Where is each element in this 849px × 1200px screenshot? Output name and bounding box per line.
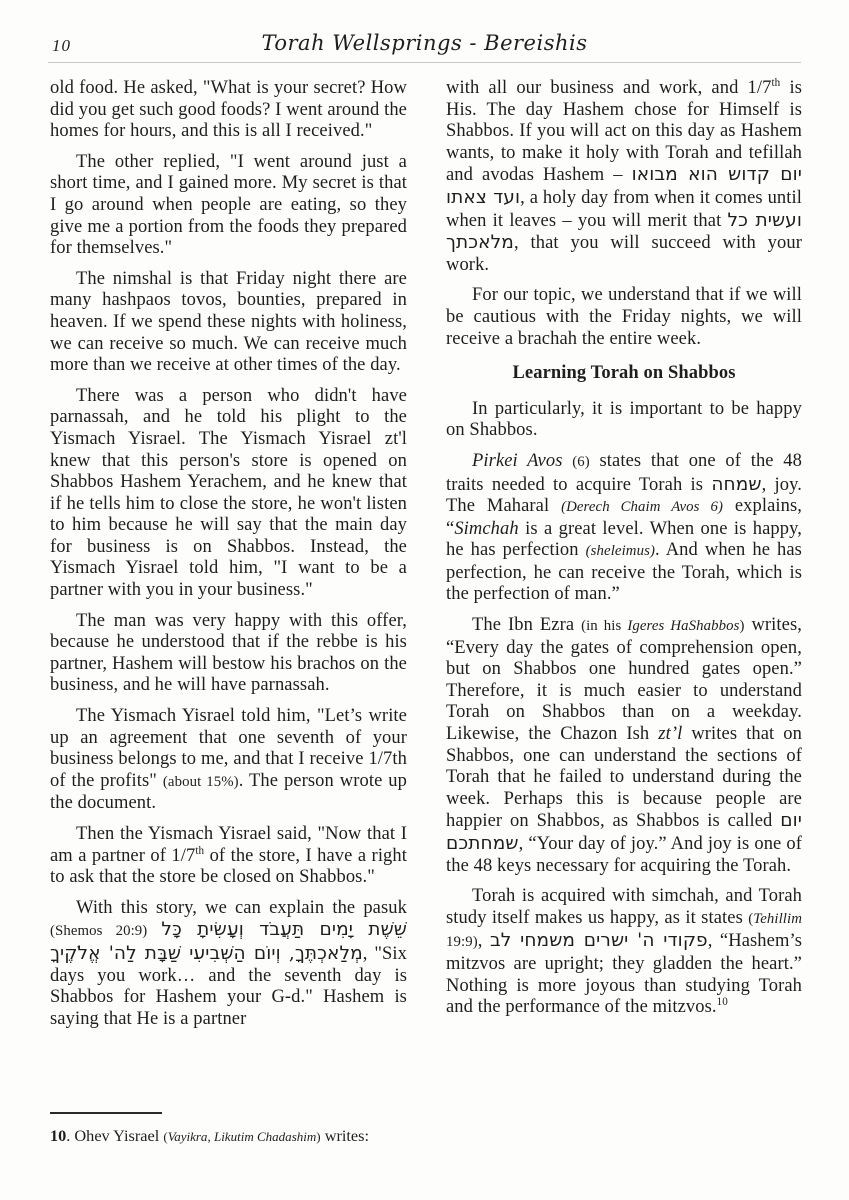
text-segment: , “Your day of joy.” And joy is one of the 48 keys necessary for acquiring the Torah. <box>446 834 802 876</box>
paragraph <box>50 269 407 377</box>
text-segment: (Derech Chaim Avos 6) <box>561 499 723 516</box>
text-segment: is His. The day Hashem chose for Himself is Shabbos. If you will act on this day as Hashem wants, to make it holy with Torah and tefillah and avodas Hashem – <box>446 78 803 186</box>
text-segment: The Yismach Yisrael told him, "Let’s write up an agreement that one seventh of your business belongs to me, and that I receive 1/7th of the profits" <box>50 706 407 791</box>
text-segment: th <box>771 76 781 89</box>
text-segment: ( <box>748 910 754 927</box>
text-segment: Simchah <box>454 518 519 539</box>
text-segment: writes, “Every day the gates of comprehension open, but on Shabbos one hundred gates open.” Therefore, it is much easier to understand Torah on Shabbos than on a weekday. Likewise, the Chazon Ish <box>446 615 802 745</box>
hebrew-text: יום קדוש הוא מבואו ועד צאתו <box>446 164 802 208</box>
paragraph <box>50 898 407 1031</box>
paragraph <box>446 886 802 1019</box>
text-segment: , <box>477 931 490 952</box>
text-segment: The man was very happy with this offer, because he understood that if the rebbe is his partner, Hashem will bestow his brachos on the business, and he will have parnassah. <box>50 610 407 696</box>
hebrew-text: פקודי ה' ישרים משמחי לב <box>489 930 708 952</box>
text-segment: th <box>195 844 205 857</box>
text-segment: writes that on Shabbos, one can understand the sections of Torah that he failed to understand during the week. Perhaps this is because people are happier on Shabbos, as Shabbos is called <box>446 724 802 832</box>
paragraph <box>50 152 407 260</box>
text-segment: Vayikra, Likutim Chadashim <box>167 1129 317 1144</box>
right-column <box>446 78 802 1028</box>
text-segment: with all our business and work, and 1/7 <box>446 78 772 98</box>
text-segment: ( <box>163 1129 168 1144</box>
text-segment: (6) <box>572 453 590 470</box>
text-segment: of the store, I have a right to ask that the store be closed on Shabbos." <box>50 845 407 888</box>
text-segment: , a holy day from when it comes until when it leaves – you will merit that <box>446 187 802 231</box>
text-segment: states that one of the 48 traits needed to acquire Torah is <box>446 450 802 495</box>
hebrew-text: ועשית כל מלאכתך <box>446 209 802 254</box>
paragraph <box>446 615 802 877</box>
text-segment: ) <box>739 618 745 635</box>
section-heading: Learning Torah on Shabbos <box>512 363 736 384</box>
text-segment: , "Six days you work… and the seventh day is Shabbos for Hashem your G-d." Hashem is saying that He is a partner <box>50 943 407 1029</box>
paragraph <box>50 824 407 889</box>
paragraph <box>446 399 802 442</box>
text-segment: (in his <box>581 618 628 635</box>
paragraph <box>446 78 802 276</box>
text-segment: ) <box>316 1129 321 1144</box>
paragraph <box>50 386 407 602</box>
footnote <box>50 1126 407 1147</box>
text-segment: Igeres HaShabbos <box>627 618 740 635</box>
text-segment: The Ibn Ezra <box>472 615 582 636</box>
text-segment: . The person wrote up the document. <box>50 770 407 814</box>
hebrew-text: שֵׁשֶׁת יָמִים תַּעֲבֹד וְעָשִׂיתָ כָּל מְלַאכְתֶּךָ, וְיוֹם הַשְּׁבִיעִי שַׁבָּת לַה' אֱלֹקֶיךָ <box>50 919 407 964</box>
text-segment: In particularly, it is important to be happy on Shabbos. <box>446 398 802 441</box>
text-segment: zt’l <box>658 724 683 745</box>
text-segment: 10 <box>50 1126 67 1145</box>
text-segment <box>563 451 573 471</box>
text-segment <box>147 920 161 940</box>
text-segment: (sheleimus) <box>585 543 655 560</box>
header-rule <box>48 62 801 63</box>
text-segment: , “Hashem’s mitzvos are upright; they gladden the heart.” Nothing is more joyous than studying Torah and the performance of the mitzvos. <box>446 931 802 1018</box>
text-segment: With this story, we can explain the pasuk <box>76 897 407 918</box>
text-segment: explains, “ <box>446 496 802 539</box>
text-segment: , that you will succeed with your work. <box>446 233 802 275</box>
paragraph <box>50 706 407 815</box>
footnote-separator <box>50 1112 162 1114</box>
left-column <box>50 78 407 1039</box>
text-segment: (Shemos 20:9) <box>50 923 148 940</box>
text-segment: Tehillim <box>753 910 802 927</box>
text-segment: 19:9) <box>446 934 478 951</box>
text-segment: Pirkei Avos <box>472 450 563 471</box>
text-segment: . And when he has perfection, he can receive the Torah, which is the perfection of man.” <box>446 540 802 605</box>
hebrew-text: שמחה <box>711 473 762 495</box>
paragraph <box>446 285 802 350</box>
page-number: 10 <box>52 36 71 55</box>
text-segment: (about 15%) <box>162 773 239 790</box>
paragraph <box>446 451 802 606</box>
text-segment: . Ohev Yisrael <box>66 1126 164 1145</box>
text-segment: is a great level. When one is happy, he has perfection <box>446 518 802 561</box>
text-segment: The nimshal is that Friday night there are many hashpaos tovos, bounties, prepared in heaven. If we spend these nights with holiness, we can receive so much. We can receive much more than we receive at other times of the day. <box>50 268 407 376</box>
text-segment: The other replied, "I went around just a short time, and I gained more. My secret is that I go around when people are eating, so they give me a portion from the foods they prepared for themselves." <box>50 151 407 259</box>
text-segment: , joy. The Maharal <box>446 474 803 517</box>
footnote-area <box>50 1112 407 1147</box>
text-segment: 10 <box>716 996 728 1008</box>
paragraph <box>50 78 407 143</box>
hebrew-text: יום שמחתכם <box>446 810 802 854</box>
text-segment: There was a person who didn't have parnassah, and he told his plight to the Yismach Yisrael. The Yismach Yisrael zt'l knew that this person's store is opened on Shabbos Hashem Yerachem, and he knew that if he tells him to close the store, he won't listen to him because he will say that the main day for business is on Shabbos. Instead, the Yismach Yisrael told him, "I want to be a partner with you in your business." <box>50 385 407 601</box>
text-segment: Then the Yismach Yisrael said, "Now that I am a partner of 1/7 <box>50 824 407 866</box>
text-segment: old food. He asked, "What is your secret? How did you get such good foods? I went around the homes for hours, and this is all I received." <box>50 78 407 142</box>
text-segment: writes: <box>320 1126 370 1145</box>
text-segment: Torah is acquired with simchah, and Torah study itself makes us happy, as it states <box>446 886 802 928</box>
page-title: Torah Wellsprings - Bereishis <box>261 31 588 55</box>
text-segment: For our topic, we understand that if we will be cautious with the Friday nights, we will receive a brachah the entire week. <box>446 285 802 349</box>
paragraph <box>50 611 407 697</box>
